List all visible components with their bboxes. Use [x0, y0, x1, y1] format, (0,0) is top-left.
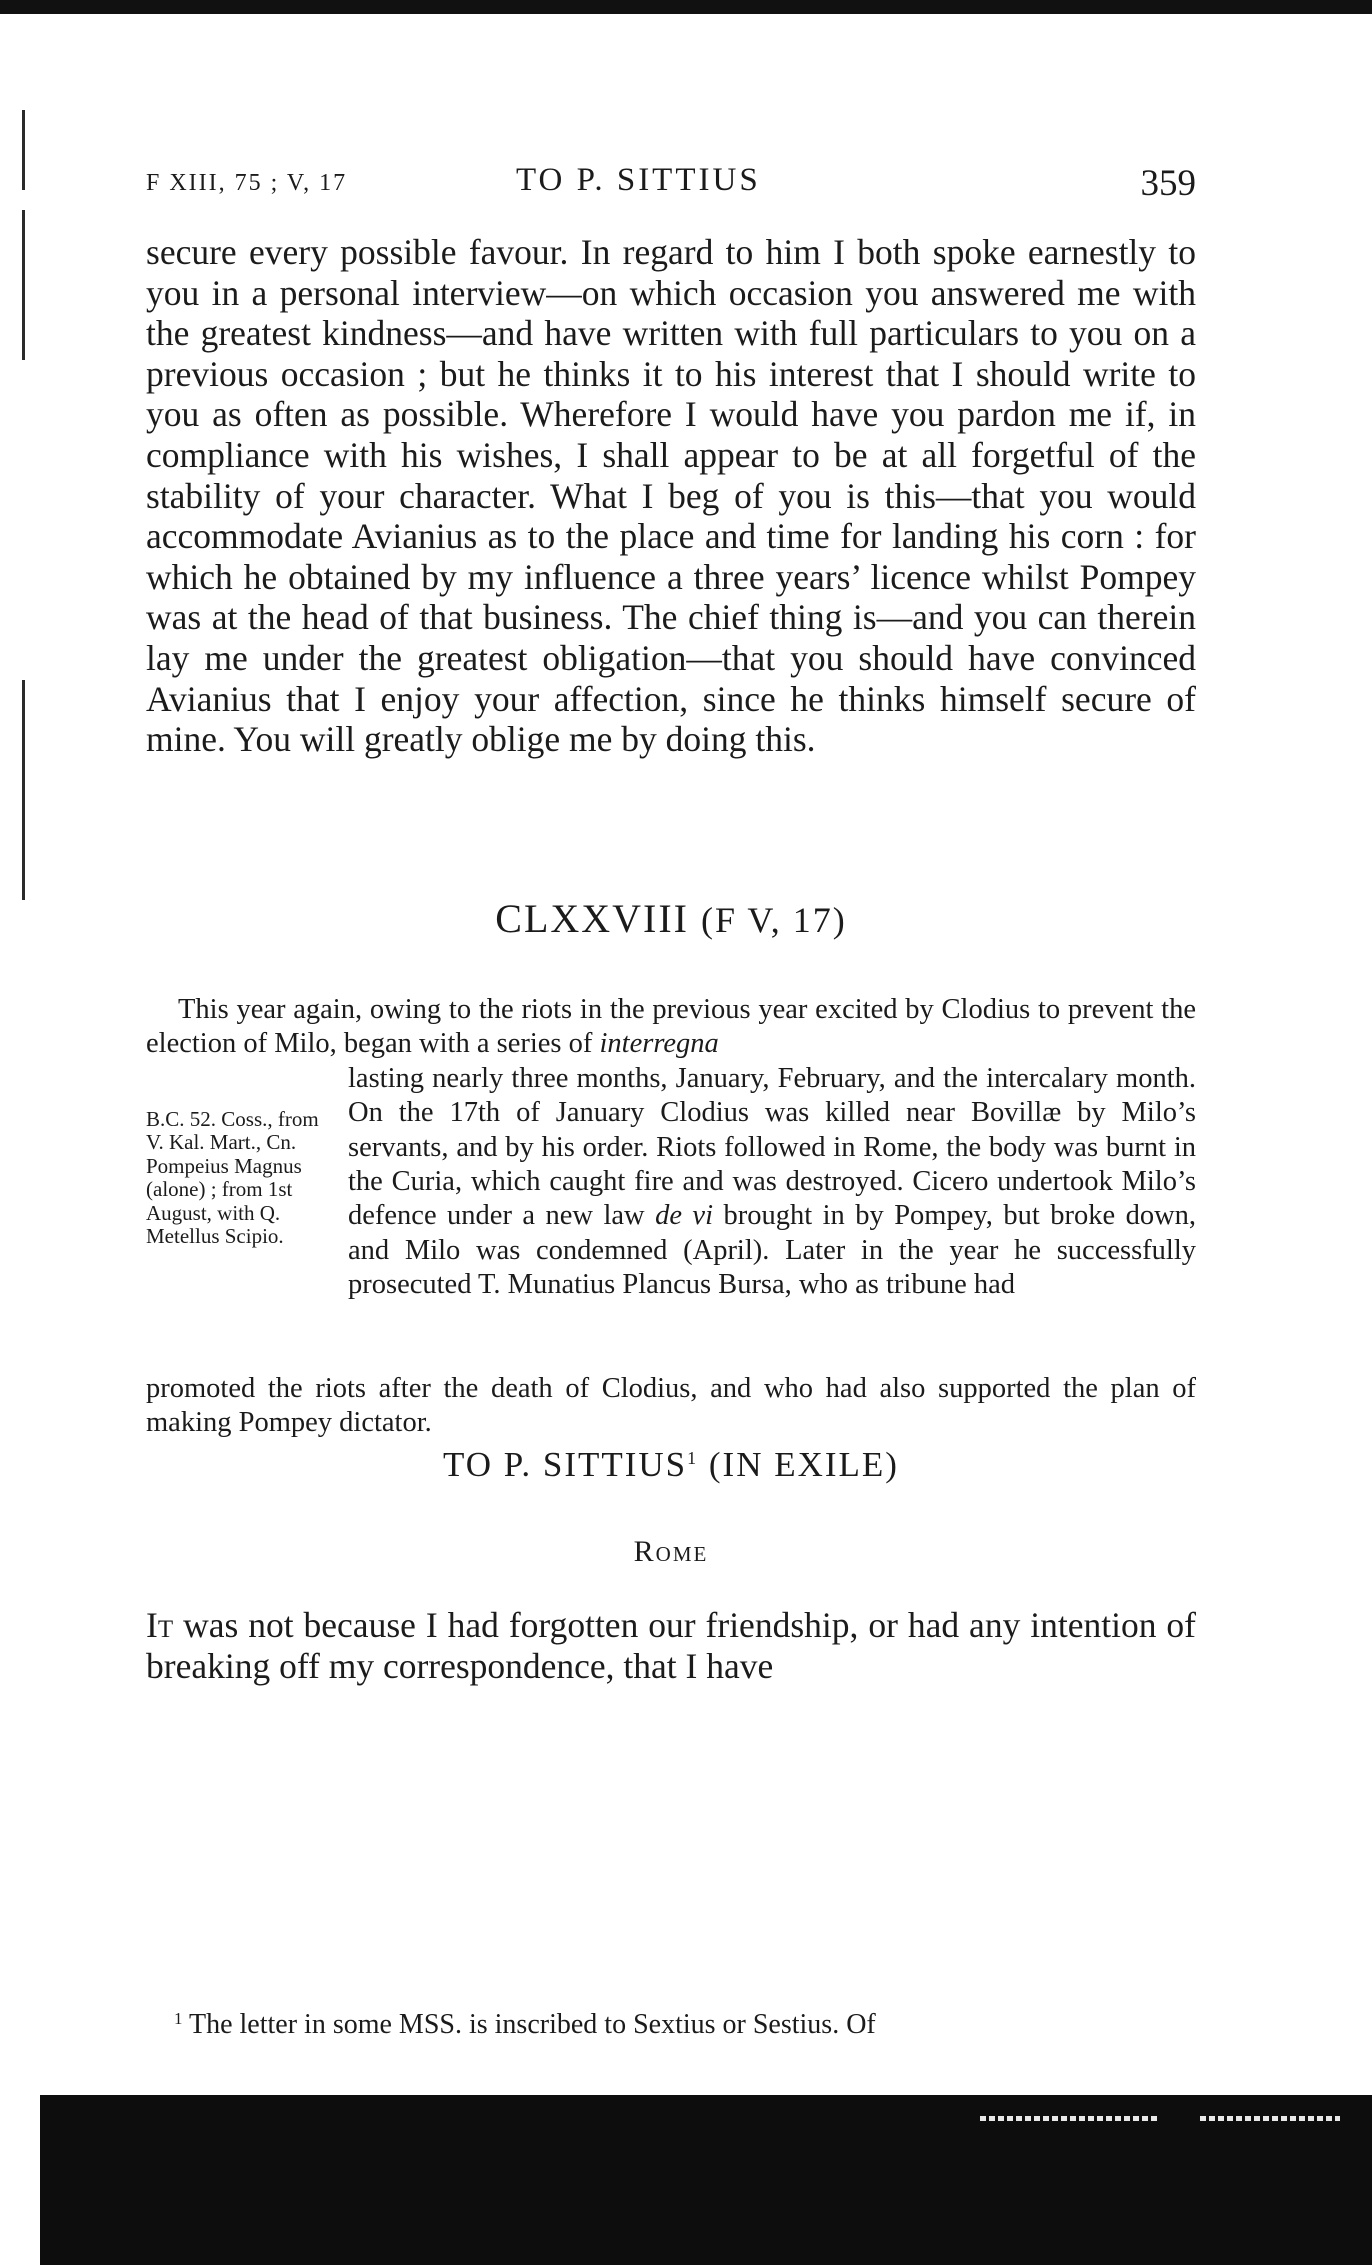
footnote-number: 1: [174, 2009, 183, 2028]
footnote-text: The letter in some MSS. is inscribed to Sextius or Sestius. Of: [189, 2009, 876, 2040]
running-head: [146, 162, 1196, 202]
intro-main-text-1: lasting nearly three months, January, February, and the intercalary month. On the 17th of January Clodius was killed near Bovillæ by Milo’s servants, and by his order. Riots followed in Rome, the body was burnt in the Curia, which caught fire and was destroyed. Cicero undertook Milo’s defence under a new law: [348, 1062, 1196, 1232]
letter-reference: (F V, 17): [701, 900, 847, 940]
letter-opening: [146, 1605, 1196, 1687]
letter-number: CLXXVIII: [495, 896, 689, 941]
address-recipient: TO P. SITTIUS: [443, 1445, 688, 1484]
running-head-title: TO P. SITTIUS: [516, 162, 761, 198]
intro-lead-text: This year again, owing to the riots in the previous year excited by Clodius to prevent the election of Milo, began with a series of: [146, 994, 1196, 1060]
scan-bottom-edge: [40, 2095, 1372, 2265]
scan-margin-mark: [22, 680, 25, 900]
scan-noise: [980, 2116, 1160, 2121]
footnote: [146, 2002, 1196, 2042]
intro-main-italic: de vi: [655, 1200, 714, 1232]
running-head-reference: F XIII, 75 ; V, 17: [146, 170, 348, 196]
intro-tail: promoted the riots after the death of Clodius, and who had also supported the plan of making Pompey dictator.: [146, 1372, 1196, 1439]
scan-margin-mark: [22, 110, 25, 190]
letter-introduction: [146, 993, 1196, 1441]
opening-text: was not because I had forgotten our friendship, or had any intention of breaking off my correspondence, that I have: [146, 1605, 1197, 1686]
scan-top-edge: [0, 0, 1372, 14]
address-suffix: (IN EXILE): [708, 1445, 899, 1484]
intro-main: [348, 1062, 1196, 1303]
intro-main-text-2: brought in by Pompey, but broke down, and Milo was condemned (April). Later in the year he successfully prosecuted T. Munatius Plancus Bursa, who as tribune had: [348, 1200, 1197, 1301]
letter-address: [146, 1445, 1196, 1485]
letter-heading: [146, 895, 1196, 942]
intro-lead: [146, 993, 1196, 1062]
footnote-marker: 1: [687, 1448, 699, 1468]
marginal-note: B.C. 52. Coss., from V. Kal. Mart., Cn. Pompeius Magnus (alone) ; from 1st August, with Q. Metellus Scipio.: [146, 1106, 319, 1249]
letter-place: Rome: [633, 1535, 709, 1568]
scan-noise: [1200, 2116, 1340, 2121]
opening-first-word: It: [146, 1605, 174, 1645]
intro-lead-italic: interregna: [599, 1028, 719, 1060]
page-number: 359: [1140, 163, 1196, 204]
intro-block: [146, 1062, 1196, 1372]
scan-margin-mark: [22, 210, 25, 360]
continued-letter-text: secure every possible favour. In regard to him I both spoke earnestly to you in a personal interview—on which occasion you answered me with the greatest kindness—and have written with full particulars to you on a previous occasion ; but he thinks it to his interest that I should write to you as often as possible. Wherefore I would have you pardon me if, in compliance with his wishes, I shall appear to be at all forgetful of the stability of your character. What I beg of you is this—that you would accommodate Avianius as to the place and time for landing his corn : for which he obtained by my influence a three years’ licence whilst Pompey was at the head of that business. The chief thing is—and you can therein lay me under the greatest obligation—that you should have convinced Avianius that I enjoy your affection, since he thinks himself secure of mine. You will greatly oblige me by doing this.: [146, 232, 1196, 760]
